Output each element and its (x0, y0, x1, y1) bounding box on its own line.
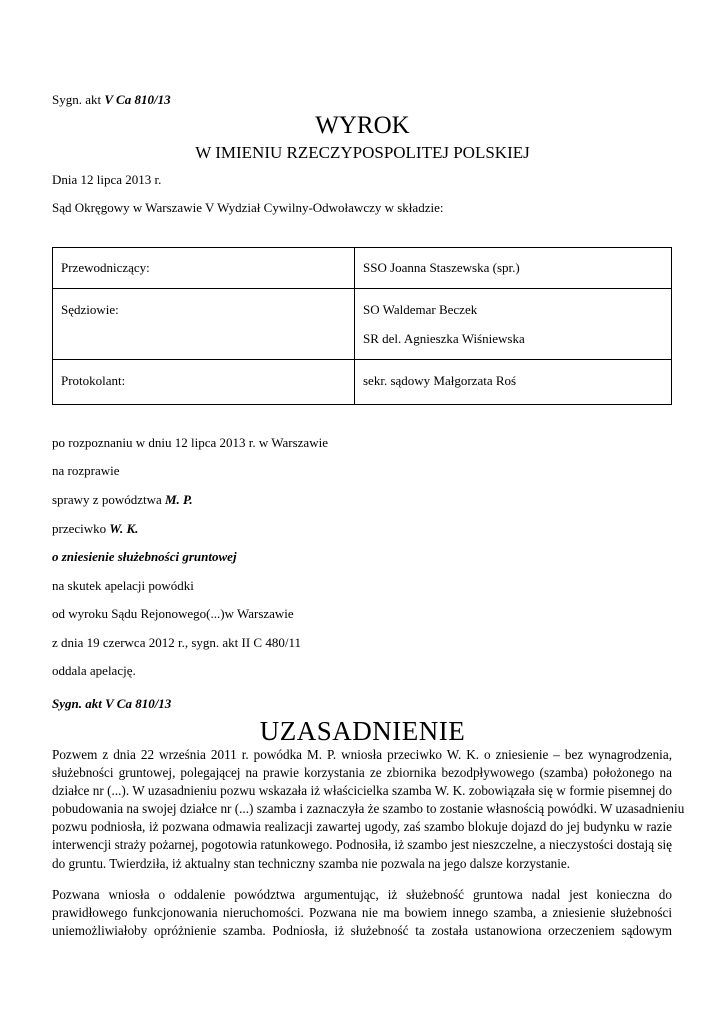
justification-title: UZASADNIENIE (259, 716, 466, 746)
justification-signature: Sygn. akt V Ca 810/13 (52, 696, 172, 711)
table-row (53, 248, 672, 289)
plaintiff-name: M. P. (165, 492, 193, 507)
ruling-defendant (52, 521, 138, 537)
court-panel-table (52, 247, 672, 405)
paragraph-line: działce nr (...). W uzasadnieniu pozwu wskazała iż właścicielka szamba W. K. zobowiązała się w formie pisemnej do (52, 783, 672, 799)
paragraph-line: Pozwem z dnia 22 września 2011 r. powódka M. P. wniosła przeciwko W. K. o zniesienie – bez wynagrodzenia, (52, 747, 672, 762)
ruling-line: sprawy z powództwa (52, 492, 165, 507)
judgment-date: Dnia 12 lipca 2013 r. (52, 172, 162, 187)
paragraph-line: prawidłowego funkcjonowania nieruchomości. Pozwana nie ma bowiem innego szamba, a zniesienie służebności (52, 905, 672, 921)
judge-name: SO Waldemar Beczek (363, 302, 478, 317)
ruling-line: po rozpoznaniu w dniu 12 lipca 2013 r. w Warszawie (52, 435, 328, 450)
document-title: WYROK (315, 112, 410, 139)
court-composition-intro: Sąd Okręgowy w Warszawie V Wydział Cywilny-Odwoławczy w składzie: (52, 200, 444, 215)
justification-paragraph-1 (52, 746, 685, 873)
ruling-line: na rozprawie (52, 463, 120, 478)
paragraph-line: pobudowania na swojej działce nr (...) szamba i zaznaczyła że szambo to zostanie własnością powódki. W uzasadnieniu (52, 801, 685, 817)
judges-label: Sędziowie: (53, 289, 355, 360)
ruling-line: od wyroku Sądu Rejonowego(...)w Warszawie (52, 606, 294, 621)
judge-name: SR del. Agnieszka Wiśniewska (363, 331, 525, 346)
table-row (53, 360, 672, 405)
case-subject: o zniesienie służebności gruntowej (52, 549, 237, 564)
case-signature-prefix: Sygn. akt (52, 92, 105, 107)
ruling-line: z dnia 19 czerwca 2012 r., sygn. akt II C 480/11 (52, 635, 301, 650)
defendant-name: W. K. (109, 521, 139, 536)
paragraph-line: uniemożliwiałoby opróżnienie szamba. Podniosła, iż służebność ta została ustanowiona orzeczeniem sądowym (52, 923, 672, 939)
paragraph-line: do gruntu. Twierdziła, iż aktualny stan techniczny szamba nie pozwala na jego dalsze korzystanie. (52, 855, 571, 871)
chair-label: Przewodniczący: (53, 248, 355, 289)
clerk-value: sekr. sądowy Małgorzata Roś (355, 360, 672, 405)
judges-value (355, 289, 672, 360)
justification-paragraph-2 (52, 886, 672, 940)
paragraph-line: służebności gruntowej, polegającej na prawie korzystania ze zbiornika bezodpływowego (szamba) położonego na (52, 765, 672, 781)
ruling-plaintiff (52, 492, 193, 508)
document-subtitle: W IMIENIU RZECZYPOSPOLITEJ POLSKIEJ (195, 143, 530, 162)
paragraph-line: Pozwana wniosła o oddalenie powództwa argumentując, iż służebność gruntowa nadal jest konieczna do (52, 887, 672, 902)
chair-value: SSO Joanna Staszewska (spr.) (355, 248, 672, 289)
ruling-line: na skutek apelacji powódki (52, 578, 194, 593)
paragraph-line: interwencji straży pożarnej, pogotowia ratunkowego. Podnosiła, iż szambo jest nieszczelne, a nieczystości dostają się (52, 837, 672, 853)
paragraph-line: pozwu podniosła, iż pozwana odmawia realizacji zawartej ugody, zaś szambo blokuje dojazd do jej budynku w razie (52, 819, 672, 835)
ruling-decision: oddala apelację. (52, 663, 136, 678)
ruling-line: przeciwko (52, 521, 110, 536)
case-signature (52, 92, 171, 108)
table-row (53, 289, 672, 360)
clerk-label: Protokolant: (53, 360, 355, 405)
case-signature-number: V Ca 810/13 (104, 92, 171, 107)
